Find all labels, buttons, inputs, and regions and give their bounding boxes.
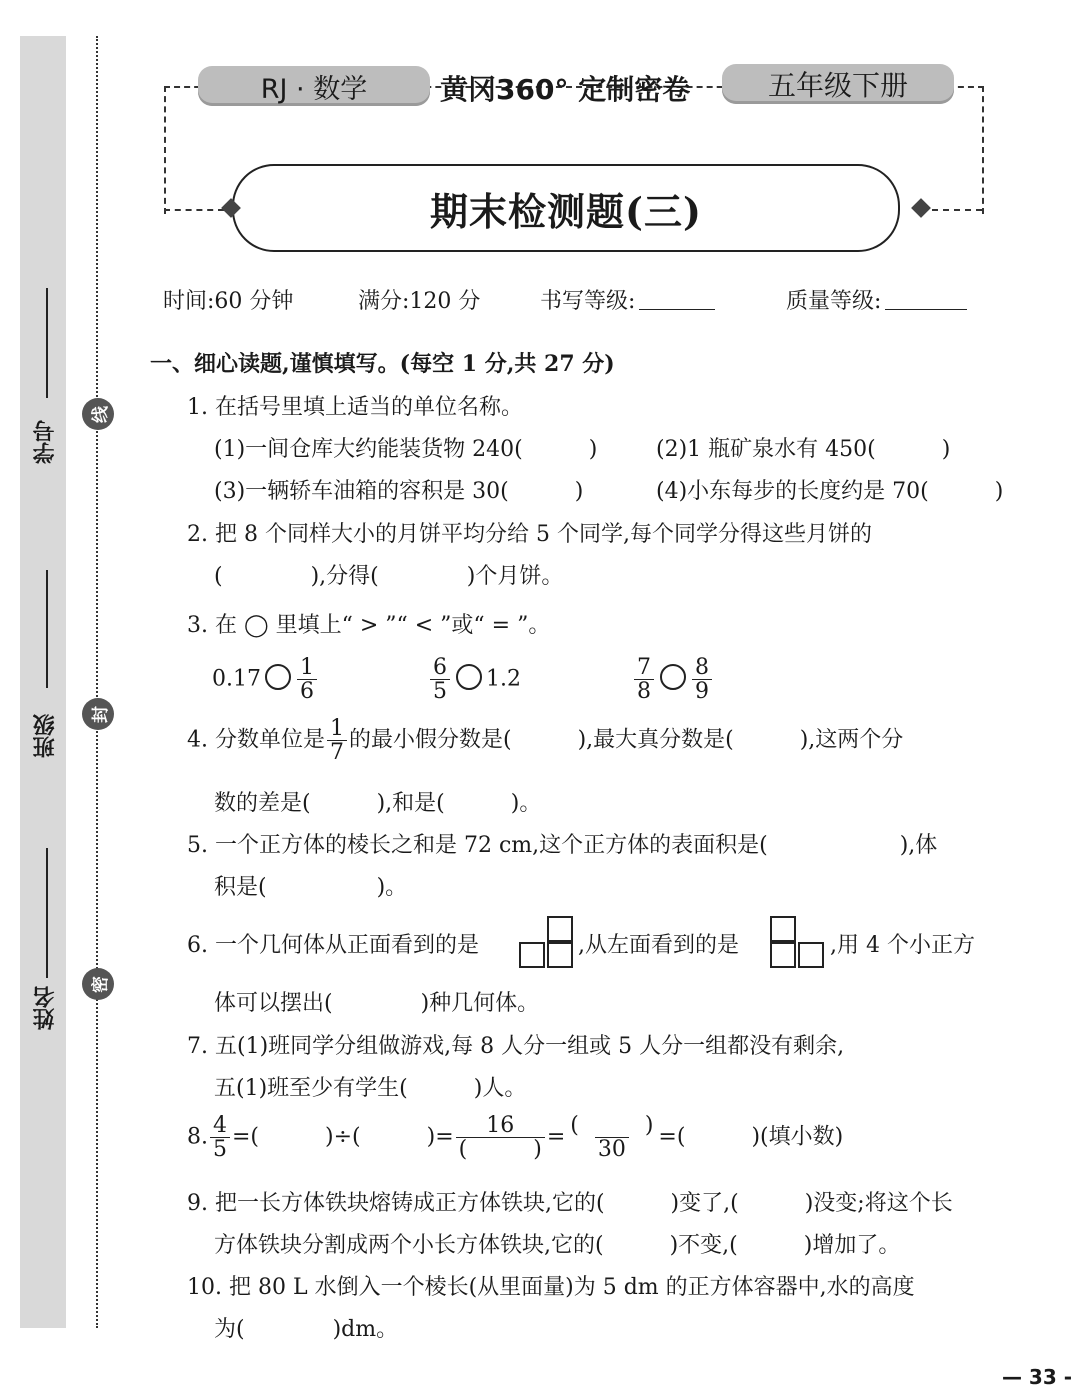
header-frame-left <box>164 209 224 211</box>
q10-line1: 10. 把 80 L 水倒入一个棱长(从里面量)为 5 dm 的正方体容器中,水的高度 <box>187 1275 915 1300</box>
fraction-6-5: $\frac{6}{5}$ <box>430 656 450 703</box>
q6-mid: ,从左面看到的是 <box>578 933 739 958</box>
fraction-1-6: $\frac{1}{6}$ <box>297 656 317 703</box>
name-line <box>46 848 48 978</box>
writing-grade-blank[interactable] <box>639 309 715 310</box>
q1-a: (1)一间仓库大约能装货物 240( ) <box>214 437 598 462</box>
q4-line2: 数的差是( ),和是( )。 <box>214 791 542 816</box>
q4-line1: 4. 分数单位是 $\frac{1}{7}$ 的最小假分数是( ),最大真分数是( ),这两个分 <box>187 716 904 766</box>
q9-line2: 方体铁块分割成两个小长方体铁块,它的( )不变,( )增加了。 <box>214 1233 901 1258</box>
q5-line2: 积是( )。 <box>214 875 408 900</box>
fraction-4-5: $\frac{4}{5}$ <box>210 1114 230 1161</box>
q3-expr-3 <box>632 656 714 703</box>
subject-pill: RJ · 数学 <box>198 66 430 106</box>
compare-circle-1[interactable] <box>265 664 291 690</box>
header-frame-right <box>932 209 982 211</box>
q5-line1: 5. 一个正方体的棱长之和是 72 cm,这个正方体的表面积是( ),体 <box>187 833 938 858</box>
quality-grade-blank[interactable] <box>885 309 967 310</box>
fraction-7-8: $\frac{7}{8}$ <box>634 656 654 703</box>
q1-stem: 1. 在括号里填上适当的单位名称。 <box>187 395 523 420</box>
student-id-line <box>46 288 48 398</box>
name-label: 姓名 <box>33 986 58 1030</box>
q6-post: ,用 4 个小正方 <box>830 933 975 958</box>
q3-stem: 3. 在 ◯ 里填上“ > ”“ < ”或“ = ”。 <box>187 613 551 638</box>
q1-b: (2)1 瓶矿泉水有 450( ) <box>656 437 951 462</box>
fraction-16-blank: $\frac{16}{( )}$ <box>456 1114 545 1161</box>
fraction-8-9: $\frac{8}{9}$ <box>692 656 712 703</box>
q9-line1: 9. 把一长方体铁块熔铸成正方体铁块,它的( )变了,( )没变;将这个长 <box>187 1191 953 1216</box>
q6-line2: 体可以摆出( )种几何体。 <box>214 991 540 1016</box>
margin-strip <box>20 36 66 1328</box>
fraction-blank-30: $\frac{( )}{30}$ <box>570 1113 654 1163</box>
fraction-1-7: $\frac{1}{7}$ <box>327 717 347 764</box>
seal-secret-mark: 密 <box>82 968 114 1000</box>
seal-line-mark: 线 <box>82 398 114 430</box>
quality-grade: 质量等级: <box>786 284 967 315</box>
class-line <box>46 570 48 688</box>
brand-title: 黄冈360° 定制密卷 <box>440 73 691 106</box>
q1-c: (3)一辆轿车油箱的容积是 30( ) <box>214 479 584 504</box>
front-view-figure <box>519 916 577 970</box>
q2-line2: ( ),分得( )个月饼。 <box>214 564 564 589</box>
class-label: 班级 <box>33 714 58 758</box>
q3-expr-1: 0.17 $\frac{1}{6}$ <box>212 656 319 703</box>
student-id-label: 学号 <box>33 420 58 464</box>
q6-pre: 6. 一个几何体从正面看到的是 <box>187 933 479 958</box>
exam-time: 时间:60 分钟 <box>163 289 294 314</box>
q8-equation: 8. $\frac{4}{5}$ =( )÷( )= $\frac{16}{( )}$ = $\frac{( )}{30}$ =( )(填小数) <box>187 1113 844 1163</box>
compare-circle-3[interactable] <box>660 664 686 690</box>
left-view-figure <box>770 916 828 970</box>
compare-circle-2[interactable] <box>456 664 482 690</box>
section-1-title: 一、细心读题,谨慎填写。(每空 1 分,共 27 分) <box>150 351 615 377</box>
exam-title: 期末检测题(三) <box>430 188 702 234</box>
title-box <box>232 164 900 252</box>
grade-pill: 五年级下册 <box>722 64 954 104</box>
fold-line <box>96 36 98 1328</box>
writing-grade: 书写等级: <box>540 284 715 315</box>
q1-d: (4)小东每步的长度约是 70( ) <box>656 479 1004 504</box>
q10-line2: 为( )dm。 <box>214 1317 399 1342</box>
q2-line1: 2. 把 8 个同样大小的月饼平均分给 5 个同学,每个同学分得这些月饼的 <box>187 522 872 547</box>
page-number: — 33 - <box>1001 1365 1072 1389</box>
full-score: 满分:120 分 <box>358 289 481 314</box>
q7-line2: 五(1)班至少有学生( )人。 <box>214 1076 527 1101</box>
q3-expr-2: $\frac{6}{5}$ 1.2 <box>428 656 521 703</box>
seal-seal-mark: 封 <box>82 698 114 730</box>
q7-line1: 7. 五(1)班同学分组做游戏,每 8 人分一组或 5 人分一组都没有剩余, <box>187 1034 845 1059</box>
